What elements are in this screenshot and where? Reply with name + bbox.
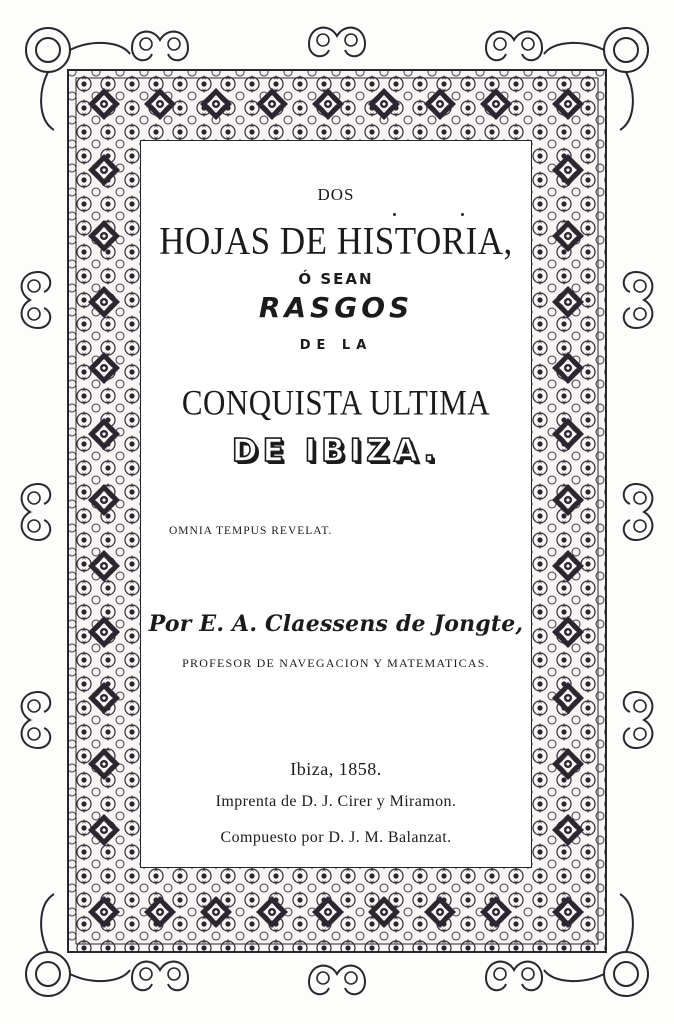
author-line: Por E. A. Claessens de Jongte, [148, 611, 524, 637]
place-and-year: Ibiza, 1858. [290, 759, 382, 779]
title-line-hojas-de-historia: HOJAS DE HISTORIA, [159, 218, 513, 263]
title-line-o-sean: Ó SEAN [298, 270, 374, 288]
title-line-de-la: DE LA [299, 338, 373, 353]
title-line-conquista-ultima: CONQUISTA ULTIMA [181, 382, 491, 423]
title-line-rasgos: RASGOS [258, 291, 414, 324]
motto: OMNIA TEMPUS REVELAT. [169, 525, 333, 537]
printer-line: Imprenta de D. J. Cirer y Miramon. [215, 793, 457, 810]
composer-line: Compuesto por D. J. M. Balanzat. [220, 829, 452, 846]
title-line-de-ibiza: DE IBIZA. [231, 433, 441, 469]
author-title: PROFESOR DE NAVEGACION Y MATEMATICAS. [182, 656, 490, 670]
title-line-dos: DOS [317, 185, 355, 204]
title-panel [140, 140, 532, 868]
